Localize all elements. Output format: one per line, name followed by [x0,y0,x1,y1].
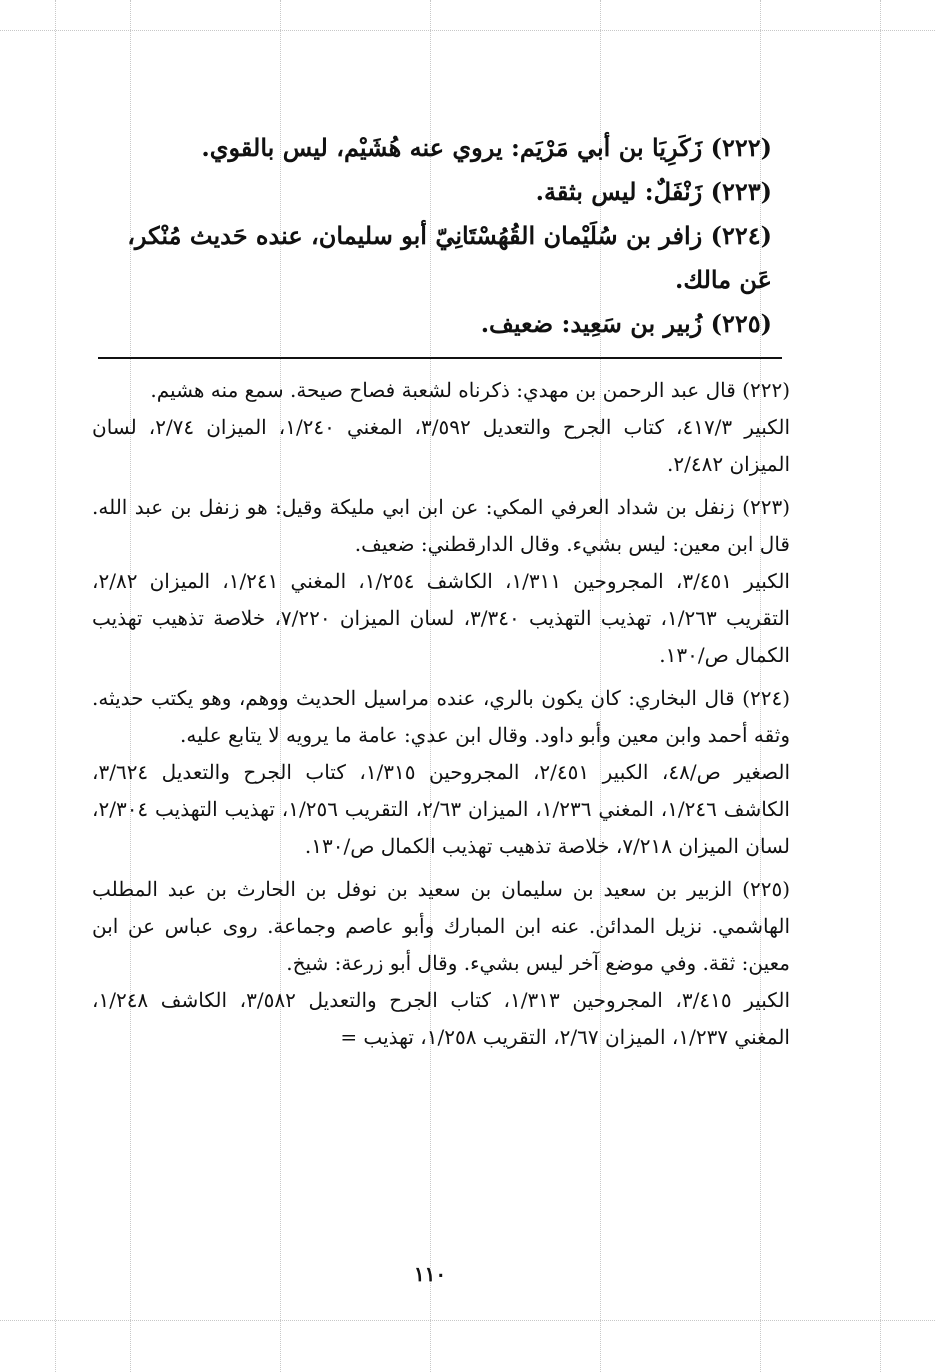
scan-guide-line [0,1320,935,1321]
footnote-222 [92,372,790,483]
entry-222: (٢٢٢) زَكَرِيَا بن أبي مَرْيَم: يروي عنه هُشَيْم، ليس بالقوي. [201,133,772,162]
footnote-references: الكبير ٤١٧/٣، كتاب الجرح والتعديل ٣/٥٩٢، المغني ١/٢٤٠، الميزان ٢/٧٤، لسان الميزان ٢/٤٨٢. [92,415,790,476]
scan-guide-line [0,30,935,31]
footnote-text: (٢٢٣) زنفل بن شداد العرفي المكي: عن ابن ابي مليكة وقيل: هو زنفل بن عبد الله. قال ابن معين: ليس بشيء. وقال الدارقطني: ضعيف. [92,495,790,556]
entry-223: (٢٢٣) زَنْفَلٌ: ليس بثقة. [535,177,772,206]
footnote-223 [92,489,790,674]
footnote-text: (٢٢٢) قال عبد الرحمن بن مهدي: ذكرناه لشعبة فصاح صيحة. سمع منه هشيم. [150,378,790,402]
scan-guide-line [880,0,881,1372]
main-entries [92,126,772,346]
footnote-225 [92,871,790,1056]
entry-225: (٢٢٥) زُبير بن سَعِيد: ضعيف. [480,309,772,338]
footnote-224 [92,680,790,865]
footnotes [92,372,790,1062]
entry-224: (٢٢٤) زافر بن سُلَيْمان القُهُسْتَانِيّ أبو سليمان، عنده حَديث مُنْكر، عَن مالك. [127,221,772,294]
footnote-text: (٢٢٥) الزبير بن سعيد بن سليمان بن سعيد بن نوفل بن الحارث بن عبد المطلب الهاشمي. نزيل المدائن. عنه ابن المبارك وأبو عاصم وجماعة. روى عباس عن ابن معين: ثقة. وفي موضع آخر ليس بشيء. وقال أبو زرعة: شيخ. [92,877,790,975]
footnote-references: الكبير ٣/٤٥١، المجروحين ١/٣١١، الكاشف ١/٢٥٤، المغني ١/٢٤١، الميزان ٢/٨٢، التقريب ١/٢٦٣، تهذيب التهذيب ٣/٣٤٠، لسان الميزان ٧/٢٢٠، خلاصة تذهيب تهذيب الكمال ص/١٣٠. [92,569,790,667]
footnote-text: (٢٢٤) قال البخاري: كان يكون بالري، عنده مراسيل الحديث ووهم، وهو يكتب حديثه. وثقه أحمد وابن معين وأبو داود. وقال ابن عدي: عامة ما يرويه لا يتابع عليه. [92,686,790,747]
scan-guide-line [55,0,56,1372]
page-number: ١١٠ [413,1262,447,1286]
footnote-references: الصغير ص/٤٨، الكبير ٢/٤٥١، المجروحين ١/٣١٥، كتاب الجرح والتعديل ٣/٦٢٤، الكاشف ١/٢٤٦، المغني ١/٢٣٦، الميزان ٢/٦٣، التقريب ١/٢٥٦، تهذيب التهذيب ٢/٣٠٤، لسان الميزان ٧/٢١٨، خلاصة تذهيب تهذيب الكمال ص/١٣٠. [92,760,790,858]
footnote-references: الكبير ٣/٤١٥، المجروحين ١/٣١٣، كتاب الجرح والتعديل ٣/٥٨٢، الكاشف ١/٢٤٨، المغني ١/٢٣٧، الميزان ٢/٦٧، التقريب ١/٢٥٨، تهذيب = [92,988,791,1049]
footnote-divider [98,357,782,359]
